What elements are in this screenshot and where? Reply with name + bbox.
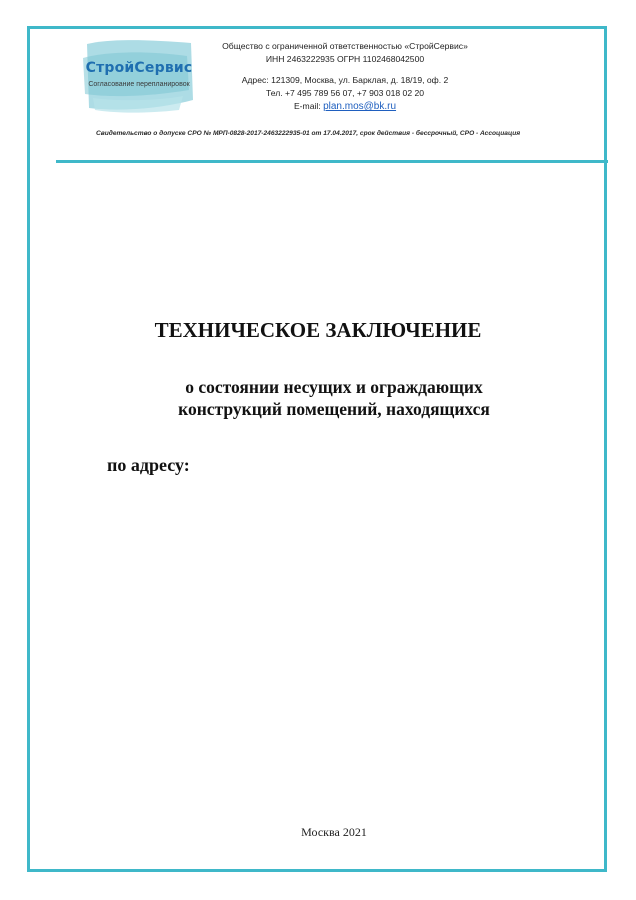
document-subtitle xyxy=(0,376,636,420)
company-email-line xyxy=(200,100,490,113)
email-label: E-mail: xyxy=(293,101,321,111)
company-logo xyxy=(83,38,195,114)
sro-certificate: Свидетельство о допуске СРО № МРП-0828-2017-2463222935-01 от 17.04.2017, срок действия - бессрочный, СРО - Ассоциация xyxy=(96,130,521,137)
email-link[interactable]: plan.mos@bk.ru xyxy=(323,101,397,112)
company-phone: Тел. +7 495 789 56 07, +7 903 018 02 20 xyxy=(265,88,425,98)
header-divider xyxy=(56,160,608,163)
city-year: Москва 2021 xyxy=(301,825,367,839)
company-details xyxy=(200,40,490,113)
company-ids: ИНН 2463222935 ОГРН 1102468042500 xyxy=(265,54,425,64)
address-label: по адресу: xyxy=(107,455,190,475)
subtitle-line-2: конструкций помещений, находящихся xyxy=(178,399,490,419)
document-title: ТЕХНИЧЕСКОЕ ЗАКЛЮЧЕНИЕ xyxy=(154,318,482,342)
company-name: Общество с ограниченной ответственностью «СтройСервис» xyxy=(222,41,468,51)
page-border xyxy=(27,26,607,872)
logo-subtitle: Согласование перепланировок xyxy=(88,81,190,88)
subtitle-line-1: о состоянии несущих и ограждающих xyxy=(185,377,483,397)
logo-watercolor-background xyxy=(83,38,195,114)
logo-title: СтройСервис xyxy=(85,60,193,76)
company-address: Адрес: 121309, Москва, ул. Барклая, д. 18/19, оф. 2 xyxy=(241,75,449,85)
